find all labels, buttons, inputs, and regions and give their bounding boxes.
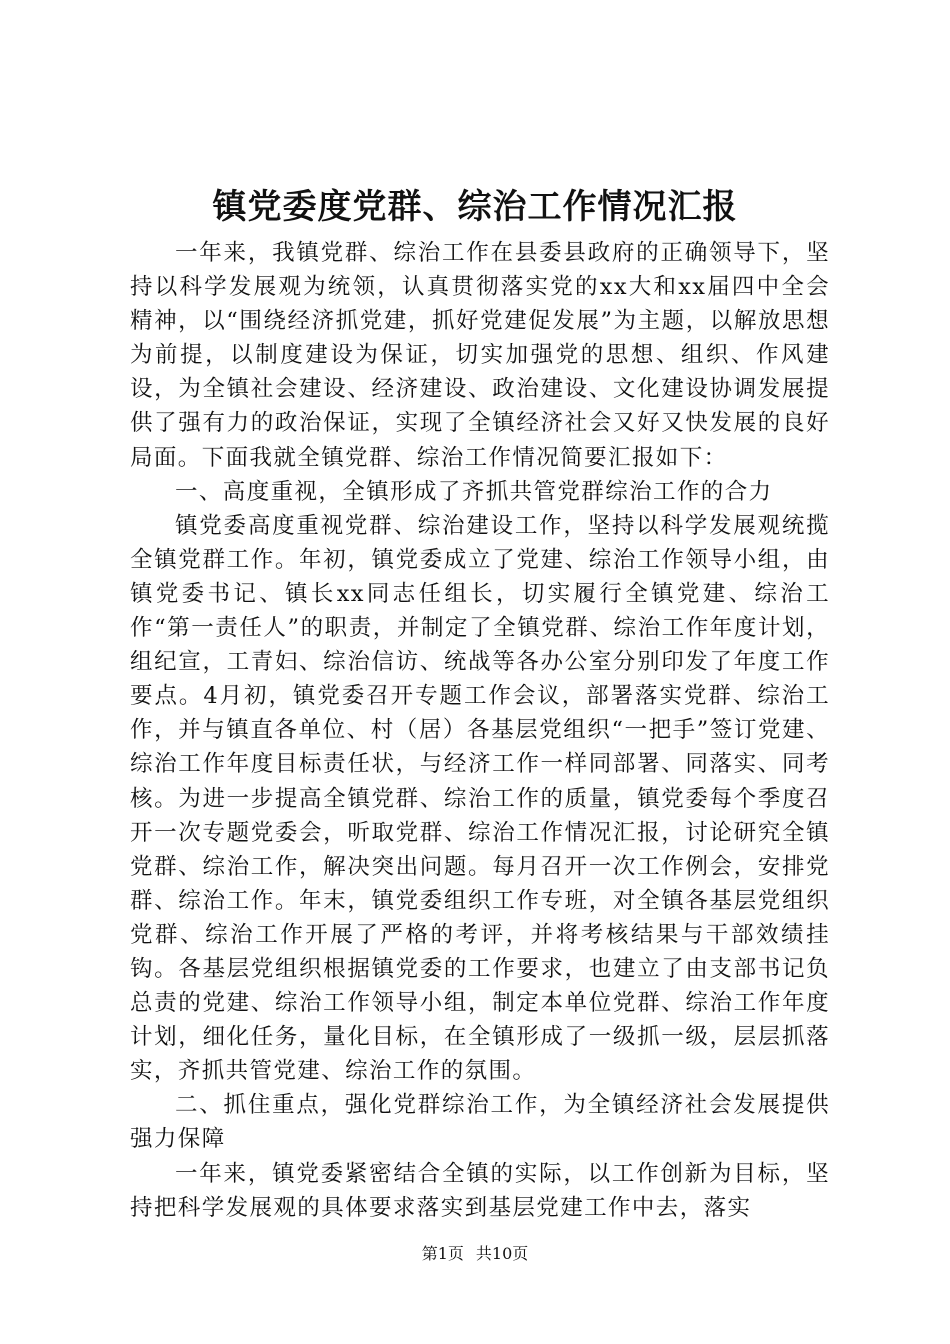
page-footer [0, 1242, 950, 1266]
section-heading-1: 一、高度重视，全镇形成了齐抓共管党群综治工作的合力 [175, 478, 773, 505]
section-2-paragraph: 一年来，镇党委紧密结合全镇的实际，以工作创新为目标，坚持把科学发展观的具体要求落实到基层党建工作中去，落实 [130, 1160, 830, 1221]
page-number: 第1页 [421, 1244, 464, 1263]
document-body [130, 236, 830, 1225]
intro-paragraph: 一年来，我镇党群、综治工作在县委县政府的正确领导下，坚持以科学发展观为统领，认真贯彻落实党的xx大和xx届四中全会精神，以“围绕经济抓党建，抓好党建促发展”为主题，以解放思想为前提，以制度建设为保证，切实加强党的思想、组织、作风建设，为全镇社会建设、经济建设、政治建设、文化建设协调发展提供了强有力的政治保证，实现了全镇经济社会又好又快发展的良好局面。下面我就全镇党群、综治工作情况简要汇报如下： [130, 240, 830, 471]
page-total: 共10页 [475, 1244, 529, 1263]
section-heading-2: 二、抓住重点，强化党群综治工作，为全镇经济社会发展提供强力保障 [130, 1092, 830, 1153]
section-1-paragraph: 镇党委高度重视党群、综治建设工作，坚持以科学发展观统揽全镇党群工作。年初，镇党委成立了党建、综治工作领导小组，由镇党委书记、镇长xx同志任组长，切实履行全镇党建、综治工作“第一责任人”的职责，并制定了全镇党群、综治工作年度计划，组纪宣，工青妇、综治信访、统战等各办公室分别印发了年度工作要点。4月初，镇党委召开专题工作会议，部署落实党群、综治工作，并与镇直各单位、村（居）各基层党组织“一把手”签订党建、综治工作年度目标责任状，与经济工作一样同部署、同落实、同考核。为进一步提高全镇党群、综治工作的质量，镇党委每个季度召开一次专题党委会，听取党群、综治工作情况汇报，讨论研究全镇党群、综治工作，解决突出问题。每月召开一次工作例会，安排党群、综治工作。年末，镇党委组织工作专班，对全镇各基层党组织党群、综治工作开展了严格的考评，并将考核结果与干部效绩挂钩。各基层党组织根据镇党委的工作要求，也建立了由支部书记负总责的党建、综治工作领导小组，制定本单位党群、综治工作年度计划，细化任务，量化目标，在全镇形成了一级抓一级，层层抓落实，齐抓共管党建、综治工作的氛围。 [130, 512, 830, 1085]
document-title: 镇党委度党群、综治工作情况汇报 [212, 187, 738, 227]
